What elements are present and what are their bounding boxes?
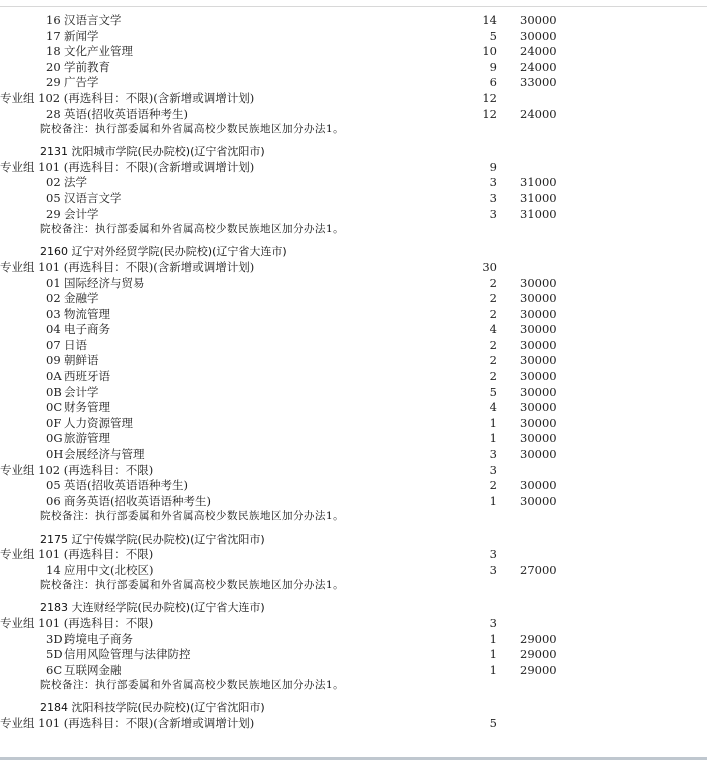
major-code: 0H	[46, 447, 64, 462]
major-name: 跨境电子商务	[64, 631, 133, 646]
tuition-fee: 30000	[520, 322, 557, 337]
major-row	[0, 632, 707, 648]
college-note-text: 院校备注：执行部委属和外省属高校少数民族地区加分办法1。	[40, 679, 345, 692]
plan-count: 1	[489, 662, 497, 677]
plan-count: 2	[489, 337, 497, 352]
plan-count: 1	[489, 647, 497, 662]
major-name: 会计学	[64, 206, 99, 221]
major-name: 会展经济与管理	[64, 447, 145, 462]
plan-count: 3	[489, 175, 497, 190]
tuition-fee: 30000	[520, 306, 557, 321]
tuition-fee: 30000	[520, 275, 557, 290]
major-name: 日语	[64, 337, 87, 352]
college-note	[0, 509, 707, 525]
group-plan-count: 3	[489, 615, 497, 630]
major-name: 互联网金融	[64, 662, 122, 677]
major-name: 信用风险管理与法律防控	[64, 647, 191, 662]
major-row	[0, 44, 707, 60]
admission-plan-document	[0, 13, 707, 732]
tuition-fee: 30000	[520, 28, 557, 43]
college-note-text: 院校备注：执行部委属和外省属高校少数民族地区加分办法1。	[40, 510, 345, 523]
major-name: 人力资源管理	[64, 415, 133, 430]
plan-count: 4	[489, 322, 497, 337]
tuition-fee: 30000	[520, 291, 557, 306]
subject-group-row	[0, 91, 707, 107]
bottom-border-line	[0, 757, 707, 760]
major-row	[0, 291, 707, 307]
tuition-fee: 30000	[520, 337, 557, 352]
major-code: 06	[46, 493, 61, 508]
major-name: 国际经济与贸易	[64, 275, 145, 290]
major-code: 5D	[46, 647, 63, 662]
college-note-text: 院校备注：执行部委属和外省属高校少数民族地区加分办法1。	[40, 123, 345, 136]
major-row	[0, 175, 707, 191]
plan-count: 5	[489, 384, 497, 399]
subject-group-row	[0, 716, 707, 732]
major-code: 14	[46, 562, 61, 577]
college-header	[0, 144, 707, 160]
subject-group-label: 专业组 101 (再选科目：不限)(含新增或调增计划)	[0, 259, 255, 274]
major-name: 汉语言文学	[64, 13, 122, 27]
group-plan-count: 3	[489, 462, 497, 477]
tuition-fee: 29000	[520, 662, 557, 677]
subject-group-label: 专业组 101 (再选科目：不限)	[0, 547, 154, 562]
tuition-fee: 29000	[520, 631, 557, 646]
college-header	[0, 700, 707, 716]
tuition-fee: 30000	[520, 447, 557, 462]
tuition-fee: 30000	[520, 353, 557, 368]
major-row	[0, 276, 707, 292]
plan-count: 2	[489, 306, 497, 321]
college-note-text: 院校备注：执行部委属和外省属高校少数民族地区加分办法1。	[40, 579, 345, 592]
college-name: 2184 沈阳科技学院(民办院校)(辽宁省沈阳市)	[40, 701, 265, 715]
major-row	[0, 647, 707, 663]
major-name: 广告学	[64, 75, 99, 90]
subject-group-label: 专业组 101 (再选科目：不限)(含新增或调增计划)	[0, 159, 255, 174]
major-row	[0, 353, 707, 369]
tuition-fee: 24000	[520, 106, 557, 121]
major-code: 29	[46, 75, 61, 90]
plan-count: 4	[489, 400, 497, 415]
tuition-fee: 24000	[520, 59, 557, 74]
major-code: 04	[46, 322, 61, 337]
college-note	[0, 222, 707, 238]
plan-count: 5	[489, 28, 497, 43]
group-plan-count: 3	[489, 547, 497, 562]
major-code: 28	[46, 106, 61, 121]
plan-count: 14	[482, 13, 497, 27]
plan-count: 3	[489, 562, 497, 577]
plan-count: 1	[489, 493, 497, 508]
major-code: 0C	[46, 400, 63, 415]
major-row	[0, 60, 707, 76]
major-name: 财务管理	[64, 400, 110, 415]
major-code: 02	[46, 291, 61, 306]
college-name: 2160 辽宁对外经贸学院(民办院校)(辽宁省大连市)	[40, 245, 287, 259]
major-name: 应用中文(北校区)	[64, 562, 154, 577]
major-row	[0, 338, 707, 354]
major-code: 09	[46, 353, 61, 368]
subject-group-label: 专业组 101 (再选科目：不限)	[0, 615, 154, 630]
plan-count: 10	[482, 44, 497, 59]
group-plan-count: 5	[489, 716, 497, 731]
major-name: 会计学	[64, 384, 99, 399]
major-row	[0, 107, 707, 123]
group-plan-count: 30	[482, 259, 497, 274]
tuition-fee: 29000	[520, 647, 557, 662]
plan-count: 3	[489, 206, 497, 221]
college-note-text: 院校备注：执行部委属和外省属高校少数民族地区加分办法1。	[40, 223, 345, 236]
major-row	[0, 13, 707, 29]
major-code: 29	[46, 206, 61, 221]
major-name: 西班牙语	[64, 369, 110, 384]
tuition-fee: 30000	[520, 493, 557, 508]
top-border-line	[0, 6, 707, 7]
major-row	[0, 563, 707, 579]
plan-count: 2	[489, 291, 497, 306]
major-name: 物流管理	[64, 306, 110, 321]
major-code: 20	[46, 59, 61, 74]
major-code: 17	[46, 28, 61, 43]
major-row	[0, 494, 707, 510]
major-row	[0, 29, 707, 45]
major-row	[0, 416, 707, 432]
major-code: 05	[46, 478, 61, 493]
plan-count: 2	[489, 275, 497, 290]
tuition-fee: 27000	[520, 562, 557, 577]
major-name: 电子商务	[64, 322, 110, 337]
major-code: 0B	[46, 384, 62, 399]
major-name: 英语(招收英语语种考生)	[64, 106, 188, 121]
college-note	[0, 678, 707, 694]
major-name: 朝鲜语	[64, 353, 99, 368]
major-code: 0A	[46, 369, 62, 384]
subject-group-row	[0, 160, 707, 176]
major-name: 旅游管理	[64, 431, 110, 446]
plan-count: 3	[489, 191, 497, 206]
major-name: 文化产业管理	[64, 44, 133, 59]
major-name: 汉语言文学	[64, 191, 122, 206]
major-row	[0, 307, 707, 323]
plan-count: 2	[489, 353, 497, 368]
plan-count: 1	[489, 415, 497, 430]
group-plan-count: 9	[489, 159, 497, 174]
subject-group-row	[0, 616, 707, 632]
group-plan-count: 12	[482, 90, 497, 105]
major-code: 01	[46, 275, 61, 290]
college-name: 2183 大连财经学院(民办院校)(辽宁省大连市)	[40, 601, 265, 615]
college-name: 2131 沈阳城市学院(民办院校)(辽宁省沈阳市)	[40, 145, 265, 159]
tuition-fee: 30000	[520, 369, 557, 384]
major-code: 16	[46, 13, 61, 27]
subject-group-row	[0, 260, 707, 276]
tuition-fee: 30000	[520, 415, 557, 430]
subject-group-label: 专业组 102 (再选科目：不限)	[0, 462, 154, 477]
college-header	[0, 532, 707, 548]
major-name: 新闻学	[64, 28, 99, 43]
major-row	[0, 431, 707, 447]
major-row	[0, 369, 707, 385]
major-code: 0F	[46, 415, 62, 430]
subject-group-row	[0, 547, 707, 563]
major-code: 03	[46, 306, 61, 321]
major-code: 07	[46, 337, 61, 352]
tuition-fee: 30000	[520, 13, 557, 27]
plan-count: 1	[489, 431, 497, 446]
major-row	[0, 663, 707, 679]
tuition-fee: 30000	[520, 384, 557, 399]
plan-count: 3	[489, 447, 497, 462]
plan-count: 2	[489, 478, 497, 493]
college-note	[0, 578, 707, 594]
major-row	[0, 322, 707, 338]
major-row	[0, 191, 707, 207]
tuition-fee: 33000	[520, 75, 557, 90]
college-note	[0, 122, 707, 138]
major-code: 02	[46, 175, 61, 190]
tuition-fee: 31000	[520, 206, 557, 221]
college-header	[0, 244, 707, 260]
tuition-fee: 30000	[520, 400, 557, 415]
major-code: 0G	[46, 431, 63, 446]
major-name: 法学	[64, 175, 87, 190]
major-code: 05	[46, 191, 61, 206]
major-name: 英语(招收英语语种考生)	[64, 478, 188, 493]
major-row	[0, 207, 707, 223]
tuition-fee: 30000	[520, 478, 557, 493]
subject-group-label: 专业组 102 (再选科目：不限)(含新增或调增计划)	[0, 90, 255, 105]
major-name: 学前教育	[64, 59, 110, 74]
major-row	[0, 478, 707, 494]
subject-group-label: 专业组 101 (再选科目：不限)(含新增或调增计划)	[0, 716, 255, 731]
plan-count: 6	[489, 75, 497, 90]
major-code: 18	[46, 44, 61, 59]
tuition-fee: 31000	[520, 191, 557, 206]
major-name: 商务英语(招收英语语种考生)	[64, 493, 211, 508]
plan-count: 12	[482, 106, 497, 121]
tuition-fee: 30000	[520, 431, 557, 446]
major-row	[0, 447, 707, 463]
tuition-fee: 31000	[520, 175, 557, 190]
subject-group-row	[0, 463, 707, 479]
plan-count: 9	[489, 59, 497, 74]
major-row	[0, 400, 707, 416]
major-row	[0, 385, 707, 401]
major-code: 6C	[46, 662, 63, 677]
major-row	[0, 75, 707, 91]
plan-count: 1	[489, 631, 497, 646]
plan-count: 2	[489, 369, 497, 384]
tuition-fee: 24000	[520, 44, 557, 59]
college-name: 2175 辽宁传媒学院(民办院校)(辽宁省沈阳市)	[40, 532, 265, 546]
major-name: 金融学	[64, 291, 99, 306]
major-code: 3D	[46, 631, 63, 646]
college-header	[0, 600, 707, 616]
